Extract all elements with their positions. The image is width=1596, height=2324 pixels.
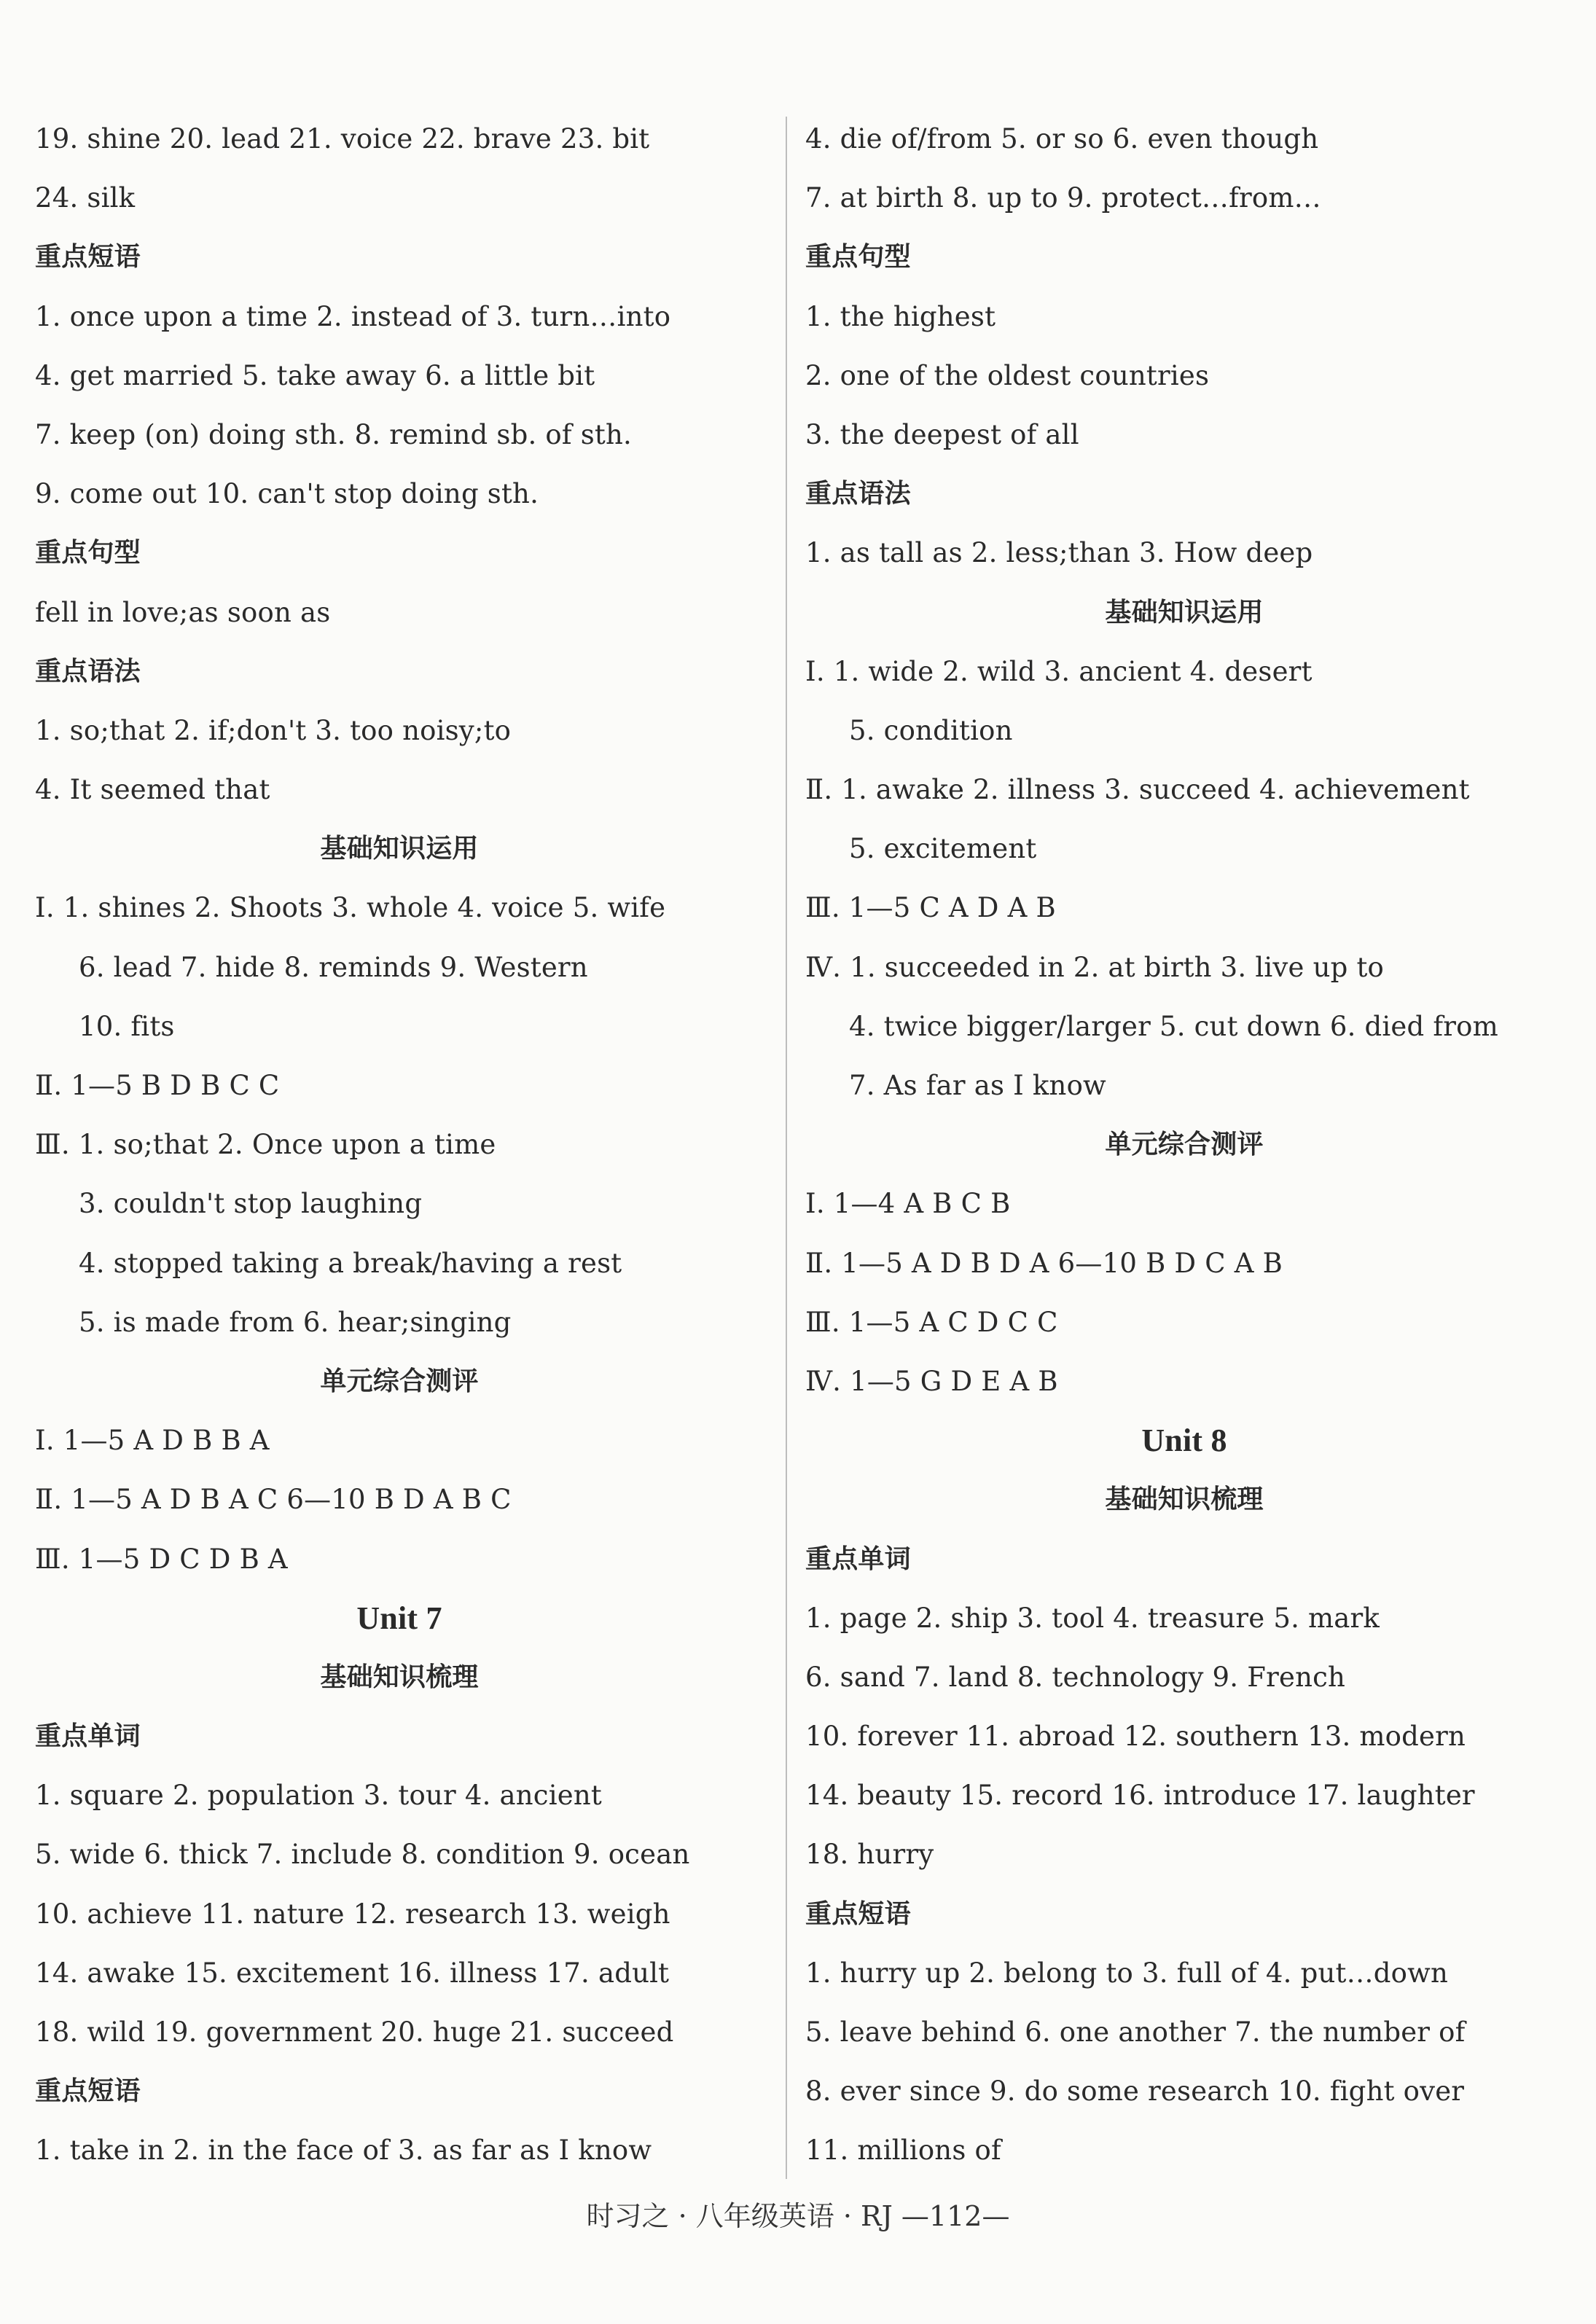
answer-line: 5. condition xyxy=(849,714,1013,746)
answer-line: 4. get married 5. take away 6. a little bit xyxy=(35,359,595,391)
answer-line: 1. take in 2. in the face of 3. as far as I know xyxy=(35,2135,652,2167)
answer-line: 2. one of the oldest countries xyxy=(805,359,1210,391)
right-column xyxy=(805,109,1563,2180)
answer-line: 1. once upon a time 2. instead of 3. turn…into xyxy=(35,300,671,332)
answer-line: fell in love;as soon as xyxy=(35,596,331,628)
answer-line: 9. come out 10. can't stop doing sth. xyxy=(35,478,539,510)
answer-line: Ⅲ. 1. so;that 2. Once upon a time xyxy=(35,1129,496,1161)
answer-line: 6. sand 7. land 8. technology 9. French xyxy=(805,1661,1346,1693)
answer-line: Ⅰ. 1. shines 2. Shoots 3. whole 4. voice 5. wife xyxy=(35,892,666,924)
answer-line: 1. page 2. ship 3. tool 4. treasure 5. mark xyxy=(805,1602,1380,1634)
section-heading: 重点句型 xyxy=(35,538,141,568)
answer-line: 5. leave behind 6. one another 7. the number of xyxy=(805,2016,1466,2048)
section-title: 基础知识运用 xyxy=(320,834,479,864)
section-title: 基础知识梳理 xyxy=(320,1662,479,1692)
answer-line: 3. the deepest of all xyxy=(805,418,1079,450)
answer-line: Ⅳ. 1—5 G D E A B xyxy=(805,1365,1058,1397)
answer-line: Ⅱ. 1—5 A D B A C 6—10 B D A B C xyxy=(35,1484,512,1516)
answer-line: 4. twice bigger/larger 5. cut down 6. died from xyxy=(849,1010,1498,1042)
section-title: 基础知识运用 xyxy=(1105,597,1264,627)
answer-line: Ⅲ. 1—5 D C D B A xyxy=(35,1543,288,1575)
answer-line: Ⅳ. 1. succeeded in 2. at birth 3. live up to xyxy=(805,951,1384,983)
section-title: 单元综合测评 xyxy=(320,1366,479,1396)
answer-line: 3. couldn't stop laughing xyxy=(79,1188,423,1220)
page-footer: 时习之 · 八年级英语 · RJ —112— xyxy=(586,2200,1010,2232)
answer-line: 7. As far as I know xyxy=(849,1070,1106,1101)
answer-line: 1. so;that 2. if;don't 3. too noisy;to xyxy=(35,714,512,746)
section-heading: 重点短语 xyxy=(35,2076,141,2107)
answer-line: 10. achieve 11. nature 12. research 13. weigh xyxy=(35,1898,670,1930)
section-heading: 重点短语 xyxy=(35,242,141,273)
unit-title: Unit 7 xyxy=(356,1600,442,1636)
answer-line: 1. the highest xyxy=(805,300,996,332)
answer-line: Ⅲ. 1—5 C A D A B xyxy=(805,892,1056,924)
answer-line: 19. shine 20. lead 21. voice 22. brave 23. bit xyxy=(35,123,650,154)
section-heading: 重点语法 xyxy=(35,656,141,686)
answer-line: 18. hurry xyxy=(805,1839,934,1871)
answer-line: 5. excitement xyxy=(849,833,1037,865)
answer-line: Ⅰ. 1—4 A B C B xyxy=(805,1188,1011,1220)
section-title: 单元综合测评 xyxy=(1105,1130,1264,1160)
section-heading: 重点句型 xyxy=(805,242,911,273)
answer-line: 6. lead 7. hide 8. reminds 9. Western xyxy=(79,951,588,983)
section-heading: 重点短语 xyxy=(805,1898,911,1929)
answer-line: 1. hurry up 2. belong to 3. full of 4. put…down xyxy=(805,1957,1449,1989)
section-title: 基础知识梳理 xyxy=(1105,1484,1264,1515)
answer-line: 5. wide 6. thick 7. include 8. condition 9. ocean xyxy=(35,1839,690,1871)
answer-line: Ⅱ. 1. awake 2. illness 3. succeed 4. achievement xyxy=(805,774,1470,806)
column-divider xyxy=(786,117,787,2179)
answer-line: 10. fits xyxy=(79,1010,175,1042)
answer-line: 7. keep (on) doing sth. 8. remind sb. of sth. xyxy=(35,418,632,450)
answer-line: 11. millions of xyxy=(805,2135,1001,2167)
answer-line: Ⅲ. 1—5 A C D C C xyxy=(805,1306,1058,1338)
answer-line: Ⅰ. 1—5 A D B B A xyxy=(35,1425,270,1457)
answer-line: Ⅱ. 1—5 B D B C C xyxy=(35,1070,280,1101)
answer-line: 4. It seemed that xyxy=(35,774,270,806)
unit-title: Unit 8 xyxy=(1141,1423,1227,1459)
answer-line: 10. forever 11. abroad 12. southern 13. modern xyxy=(805,1721,1466,1753)
answer-line: 7. at birth 8. up to 9. protect…from… xyxy=(805,182,1321,214)
section-heading: 重点单词 xyxy=(805,1544,911,1574)
answer-line: 4. die of/from 5. or so 6. even though xyxy=(805,123,1319,154)
answer-line: 1. as tall as 2. less;than 3. How deep xyxy=(805,537,1313,569)
answer-line: 18. wild 19. government 20. huge 21. succeed xyxy=(35,2016,674,2048)
left-column xyxy=(35,109,764,2180)
answer-line: Ⅱ. 1—5 A D B D A 6—10 B D C A B xyxy=(805,1247,1283,1279)
answer-line: 24. silk xyxy=(35,182,136,214)
answer-line: 14. beauty 15. record 16. introduce 17. laughter xyxy=(805,1780,1475,1812)
answer-line: 4. stopped taking a break/having a rest xyxy=(79,1247,622,1279)
answer-line: 14. awake 15. excitement 16. illness 17. adult xyxy=(35,1957,670,1989)
answer-line: Ⅰ. 1. wide 2. wild 3. ancient 4. desert xyxy=(805,655,1313,687)
answer-line: 1. square 2. population 3. tour 4. ancient xyxy=(35,1780,602,1812)
answer-line: 5. is made from 6. hear;singing xyxy=(79,1306,512,1338)
answer-line: 8. ever since 9. do some research 10. fight over xyxy=(805,2075,1465,2108)
section-heading: 重点单词 xyxy=(35,1721,141,1752)
section-heading: 重点语法 xyxy=(805,479,911,509)
